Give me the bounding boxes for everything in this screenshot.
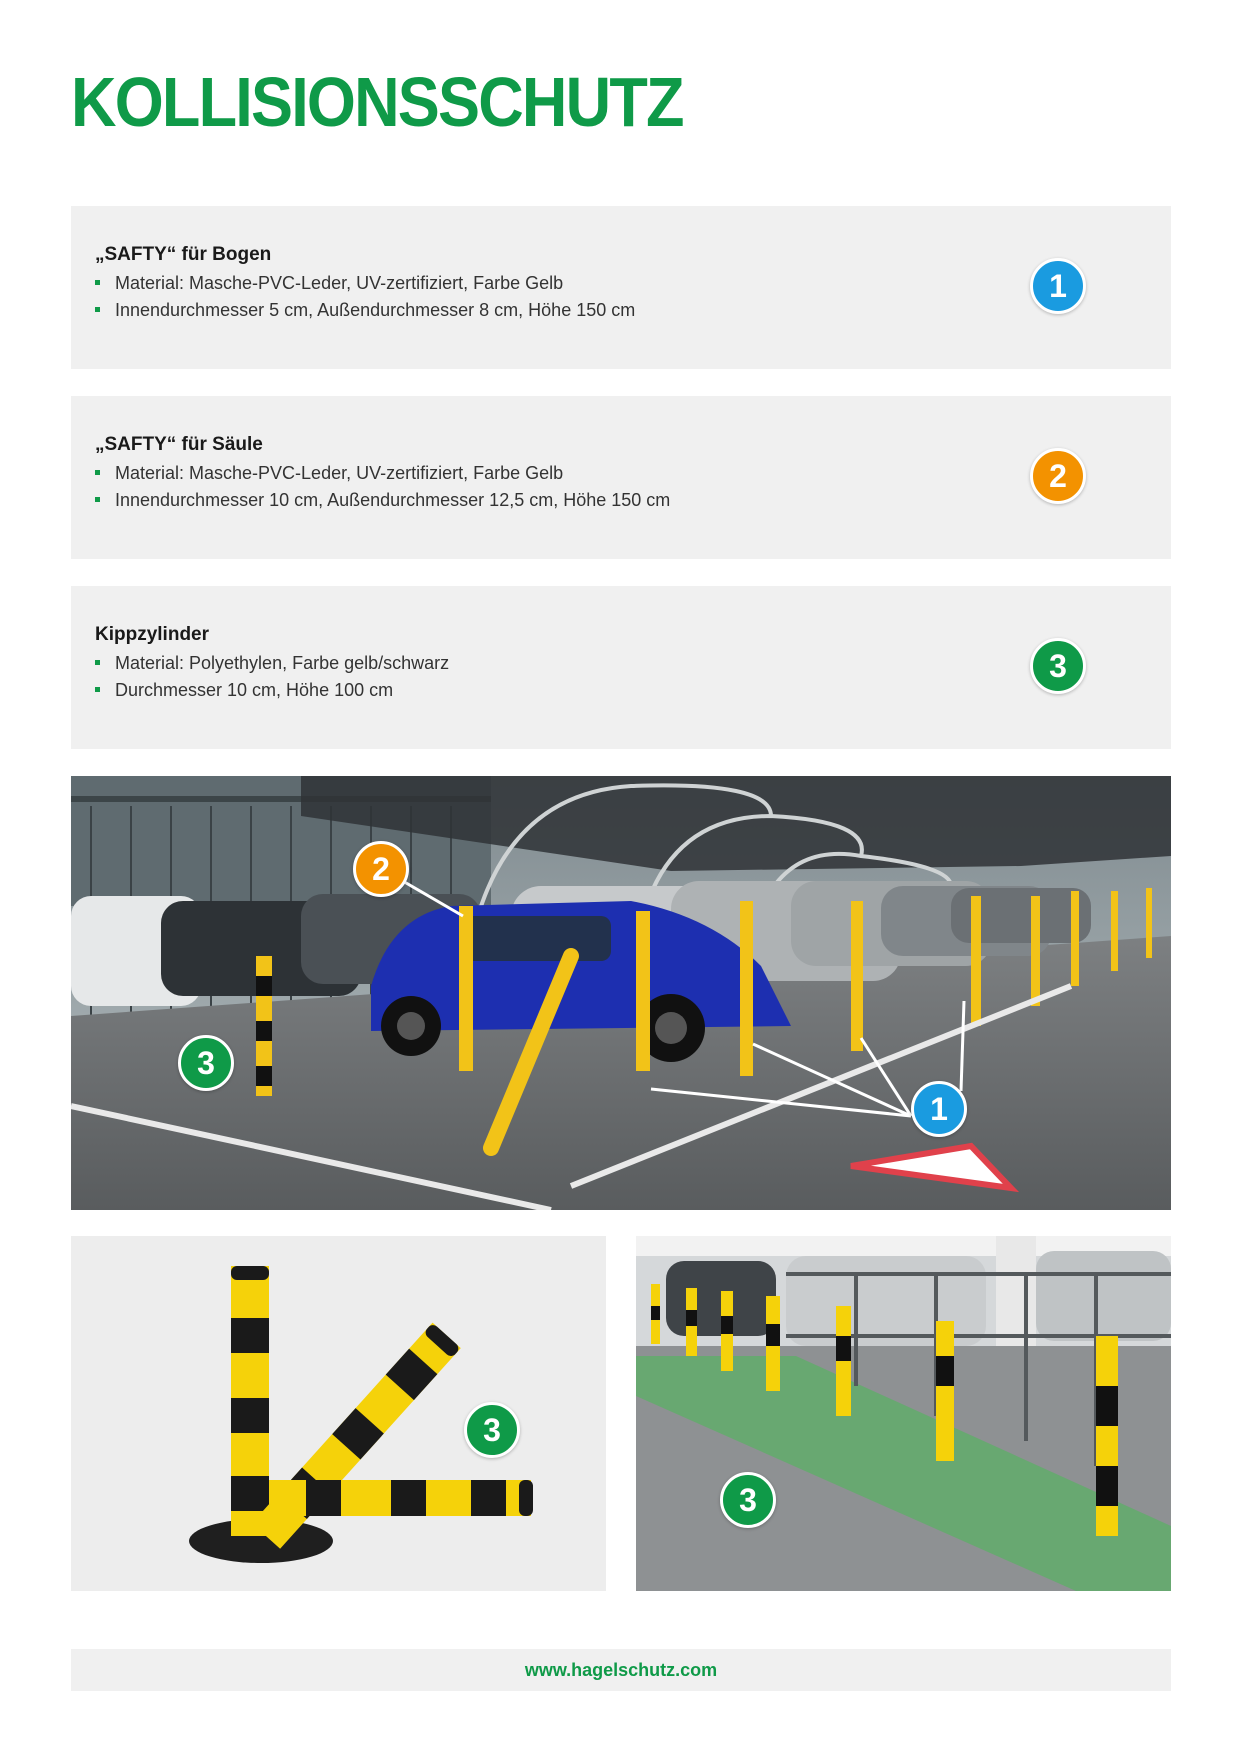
page-footer [71, 1649, 1171, 1691]
bullet-icon [95, 470, 100, 475]
feature-item: Material: Polyethylen, Farbe gelb/schwarz [95, 650, 449, 677]
bullet-icon [95, 687, 100, 692]
product-name: „SAFTY“ für Bogen [95, 244, 272, 265]
number-badge: 3 [178, 1035, 234, 1091]
website-link[interactable]: www.hagelschutz.com [524, 1659, 718, 1680]
page-title: KOLLISIONSSCHUTZ [71, 63, 683, 141]
product-name: Kippzylinder [95, 624, 210, 645]
feature-item: Material: Masche-PVC-Leder, UV-zertifiziert, Farbe Gelb [95, 460, 670, 487]
number-badge: 3 [720, 1472, 776, 1528]
number-badge: 2 [1030, 448, 1086, 504]
product-name: „SAFTY“ für Säule [95, 434, 263, 455]
feature-item: Material: Masche-PVC-Leder, UV-zertifiziert, Farbe Gelb [95, 270, 635, 297]
parking-garage-illustration [636, 1236, 1171, 1591]
number-badge: 2 [353, 841, 409, 897]
feature-item: Durchmesser 10 cm, Höhe 100 cm [95, 677, 449, 704]
kippzylinder-product-photo [71, 1236, 606, 1591]
feature-item: Innendurchmesser 10 cm, Außendurchmesser 12,5 cm, Höhe 150 cm [95, 487, 670, 514]
parking-lot-photo [71, 776, 1171, 1210]
number-badge: 3 [1030, 638, 1086, 694]
product-box-safty-saeule [71, 396, 1171, 559]
number-badge: 1 [1030, 258, 1086, 314]
bullet-icon [95, 280, 100, 285]
installed-kippzylinder-photo [636, 1236, 1171, 1591]
bullet-icon [95, 660, 100, 665]
feature-list [95, 650, 449, 704]
feature-item: Innendurchmesser 5 cm, Außendurchmesser 8 cm, Höhe 150 cm [95, 297, 635, 324]
product-box-kippzylinder [71, 586, 1171, 749]
bullet-icon [95, 497, 100, 502]
parking-lot-illustration [71, 776, 1171, 1210]
feature-list [95, 270, 635, 324]
bullet-icon [95, 307, 100, 312]
number-badge: 3 [464, 1402, 520, 1458]
number-badge: 1 [911, 1081, 967, 1137]
product-box-safty-bogen [71, 206, 1171, 369]
kippzylinder-illustration [71, 1236, 606, 1591]
feature-list [95, 460, 670, 514]
